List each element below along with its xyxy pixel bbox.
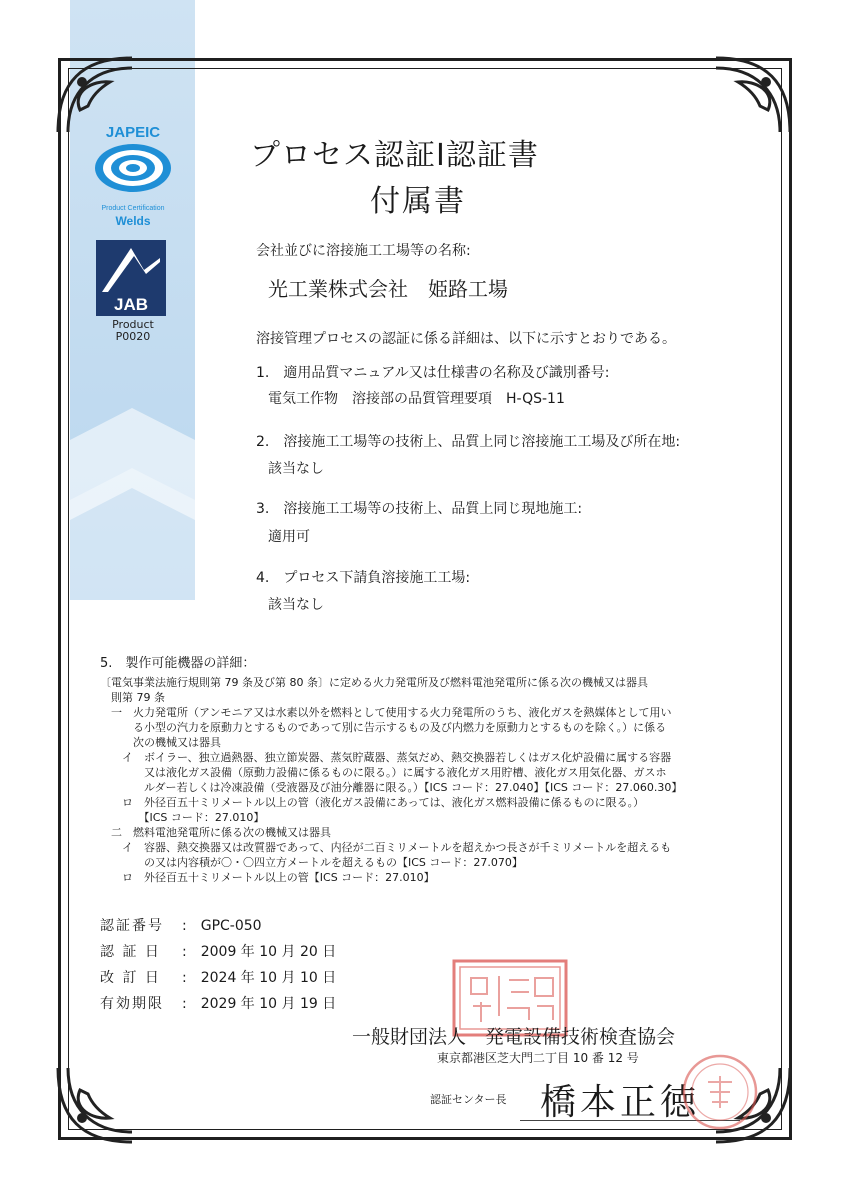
detail-line: ロ 外径百五十ミリメートル以上の管（液化ガス設備にあっては、液化ガス燃料設備に係るものに限る。） xyxy=(100,796,645,809)
item-1-heading: 1. 適用品質マニュアル又は仕様書の名称及び識別番号: xyxy=(256,365,610,381)
detail-line: ロ 外径百五十ミリメートル以上の管【ICS コード：27.010】 xyxy=(100,871,435,884)
detail-line: 【ICS コード：27.010】 xyxy=(100,811,265,824)
cert-number-value: : GPC-050 xyxy=(182,918,262,934)
cert-date-value: : 2009 年 10 月 20 日 xyxy=(182,944,337,960)
corner-ornament-top-right xyxy=(710,52,796,138)
jab-product-label xyxy=(88,319,178,343)
detail-line: イ ボイラー、独立過熱器、独立節炭器、蒸気貯蔵器、蒸気だめ、熱交換器若しくはガス化炉設備に属する容器 xyxy=(100,751,672,764)
cert-date-row xyxy=(100,942,336,968)
detail-line: 一 火力発電所（アンモニア又は水素以外を燃料として使用する火力発電所のうち、液化ガスを熱媒体として用い xyxy=(100,706,672,719)
issuer-name: 一般財団法人 発電設備技術検査協会 xyxy=(352,1026,676,1048)
detail-line: 次の機械又は器具 xyxy=(100,736,221,749)
item-5-heading: 5. 製作可能機器の詳細： xyxy=(100,656,256,671)
item-2-value: 該当なし xyxy=(268,461,324,477)
certification-info xyxy=(100,916,336,1020)
cert-number-label: 認証番号 xyxy=(100,918,164,934)
jab-logo xyxy=(96,240,166,320)
expiry-date-value: : 2029 年 10 月 19 日 xyxy=(182,996,337,1012)
item-3-value: 適用可 xyxy=(268,529,310,545)
detail-line: 〔電気事業法施行規則第 79 条及び第 80 条〕に定める火力発電所及び燃料電池発電所に係る次の機械又は器具 xyxy=(100,676,648,689)
japeic-logo-caption: Product Certification xyxy=(101,205,165,212)
handwritten-signature: 橋本正徳 xyxy=(540,1082,701,1123)
item-4-value: 該当なし xyxy=(268,597,324,613)
item-3-heading: 3. 溶接施工工場等の技術上、品質上同じ現地施工: xyxy=(256,501,583,517)
item-1-value: 電気工作物 溶接部の品質管理要項 H-QS-11 xyxy=(268,391,565,407)
jab-logo-text: JAB xyxy=(113,295,149,314)
corner-ornament-bottom-left xyxy=(52,1062,138,1148)
jab-product-code: P0020 xyxy=(115,330,151,343)
expiry-date-label: 有効期限 xyxy=(100,996,164,1012)
detail-line: の又は内容積が〇・〇四立方メートルを超えるもの【ICS コード：27.070】 xyxy=(100,856,523,869)
revision-date-row xyxy=(100,968,336,994)
item-4-heading: 4. プロセス下請負溶接施工工場: xyxy=(256,570,471,586)
cert-number-row xyxy=(100,916,336,942)
issuer-address: 東京都港区芝大門二丁目 10 番 12 号 xyxy=(437,1051,639,1065)
company-name: 光工業株式会社 姫路工場 xyxy=(268,277,508,301)
detail-line: 二 燃料電池発電所に係る次の機械又は器具 xyxy=(100,826,331,839)
equipment-detail-section xyxy=(100,652,790,885)
certificate-subtitle: 付属書 xyxy=(370,184,466,219)
detail-line: 又は液化ガス設備（原動力設備に係るものに限る。）に属する液化ガス用貯槽、液化ガス用気化器、ガスホ xyxy=(100,766,667,779)
signer-title: 認証センター長 xyxy=(430,1093,507,1106)
certificate-title: プロセス認証Ⅰ認証書 xyxy=(250,138,539,173)
japeic-logo-text: JAPEIC xyxy=(105,124,161,141)
expiry-date-row xyxy=(100,994,336,1020)
detail-line: ルダー若しくは冷凍設備（受液器及び油分離器に限る。）【ICS コード：27.040】【ICS コード：27.060.30】 xyxy=(100,781,683,794)
detail-line: イ 容器、熱交換器又は改質器であって、内径が二百ミリメートルを超えかつ長さが千ミリメートルを超えるも xyxy=(100,841,672,854)
intro-text: 溶接管理プロセスの認証に係る詳細は、以下に示すとおりである。 xyxy=(256,331,676,347)
japeic-logo-welds: Welds xyxy=(115,214,151,228)
revision-date-value: : 2024 年 10 月 10 日 xyxy=(182,970,337,986)
cert-date-label: 認 証 日 xyxy=(100,944,161,960)
detail-line: 則第 79 条 xyxy=(100,691,165,704)
japeic-logo xyxy=(88,123,178,237)
jab-product-word: Product xyxy=(112,318,154,331)
company-label: 会社並びに溶接施工工場等の名称: xyxy=(256,243,471,259)
item-2-heading: 2. 溶接施工工場等の技術上、品質上同じ溶接施工工場及び所在地: xyxy=(256,434,681,450)
revision-date-label: 改 訂 日 xyxy=(100,970,161,986)
detail-line: る小型の汽力を原動力とするものであって別に告示するもの及び内燃力を原動力とするものを除く。）に係る xyxy=(100,721,667,734)
signer-round-seal xyxy=(680,1052,760,1132)
